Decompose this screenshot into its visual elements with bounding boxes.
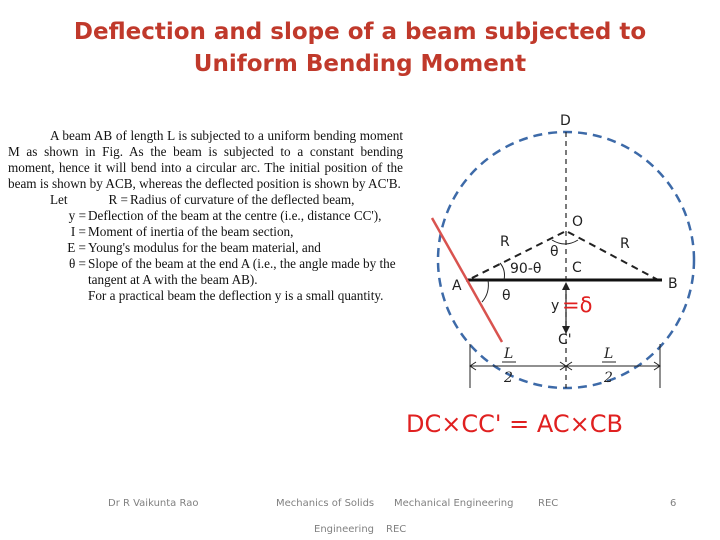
label-o: O: [572, 214, 584, 230]
radius-ob: [568, 232, 662, 282]
definition-text: Deflection of the beam at the centre (i.e., distance CC'),: [88, 208, 382, 223]
label-r-right: R: [620, 236, 630, 252]
definition-symbol: θ =: [68, 256, 86, 271]
label-c-prime: C': [558, 332, 572, 348]
arrow-head-top: [562, 282, 570, 290]
footer-page: 6: [670, 498, 677, 509]
footer-dept: Mechanical Engineering: [394, 498, 514, 509]
definition-text: Radius of curvature of the deflected beam,: [130, 192, 355, 207]
label-theta-a: θ: [502, 288, 511, 304]
label-a: A: [452, 278, 462, 294]
definition-symbol: I =: [70, 224, 86, 239]
label-d: D: [560, 113, 571, 129]
half-left-num: L: [504, 346, 514, 362]
label-r-left: R: [500, 234, 510, 250]
half-left-den: 2: [504, 370, 513, 386]
definition-symbol: y =: [68, 208, 86, 223]
half-right-den: 2: [604, 370, 613, 386]
definition-text: Moment of inertia of the beam section,: [88, 224, 294, 239]
intro-paragraph: A beam AB of length L is subjected to a uniform bending moment M as shown in Fig. As the beam is subjected to a constant bending moment, hence it will bend into a circular arc. The initial position of the beam is shown by ACB, whereas the deflected position is shown by AC'B.: [8, 128, 403, 191]
let-word: Let: [50, 192, 68, 207]
half-right-num: L: [604, 346, 614, 362]
footer-sub-inst: REC: [386, 524, 407, 535]
label-theta-top: θ: [550, 244, 559, 260]
definition-text: Young's modulus for the beam material, and: [88, 240, 321, 255]
footer-course: Mechanics of Solids: [276, 498, 375, 509]
title-line-1: Deflection and slope of a beam subjected to: [73, 19, 647, 45]
footer-inst: REC: [538, 498, 559, 509]
footer-sub-dept: Engineering: [314, 524, 374, 535]
handwritten-equation: DC×CC' = AC×CB: [406, 410, 623, 438]
angle-arc-90: [500, 263, 505, 280]
label-y: y: [551, 298, 560, 314]
footer-author: Dr R Vaikunta Rao: [108, 498, 199, 509]
angle-arc-a: [482, 280, 488, 302]
label-c: C: [572, 260, 582, 276]
title-line-2: Uniform Bending Moment: [193, 51, 527, 77]
practical-note: For a practical beam the deflection y is a small quantity.: [88, 288, 384, 303]
definition-text: Slope of the beam at the end A (i.e., the angle made by the tangent at A with the beam AB).: [88, 256, 396, 287]
definition-symbol: E =: [67, 240, 86, 255]
definition-symbol: R =: [108, 192, 128, 207]
label-90-theta: 90-θ: [510, 261, 542, 277]
label-b: B: [668, 276, 678, 292]
label-eq-delta: =δ: [562, 293, 593, 317]
